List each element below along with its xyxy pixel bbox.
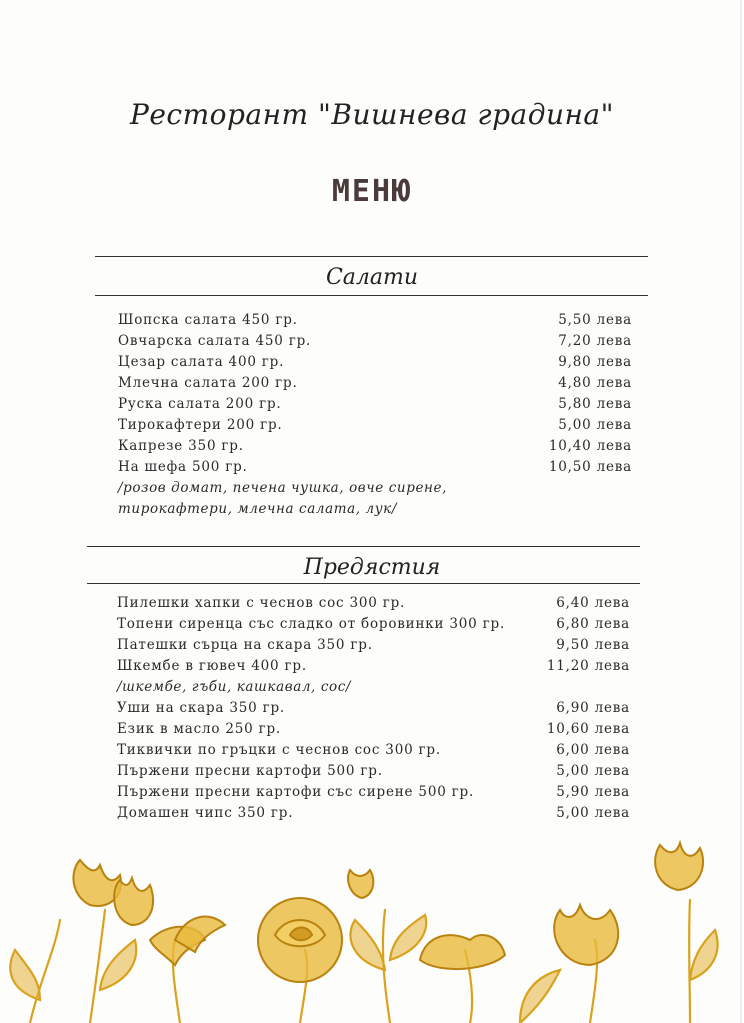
- list-item: [117, 805, 630, 826]
- item-price: 6,40 лева: [556, 595, 630, 611]
- menu-heading: МЕНЮ: [331, 174, 413, 209]
- item-price: 6,00 лева: [556, 742, 630, 758]
- item-name: Капрезе 350 гр.: [118, 438, 244, 454]
- appetizers-title: Предястия: [303, 555, 441, 580]
- item-price: 9,50 лева: [556, 637, 630, 653]
- item-price: 11,20 лева: [546, 658, 630, 674]
- list-item: [117, 742, 630, 763]
- item-name: Пържени пресни картофи със сирене 500 гр.: [117, 784, 475, 800]
- salads-rule-top: [95, 256, 648, 257]
- list-item: [117, 763, 630, 784]
- item-name: Млечна салата 200 гр.: [118, 375, 298, 391]
- salads-rule-bottom: [95, 295, 648, 296]
- item-price: 5,00 лева: [556, 805, 630, 821]
- item-name: Домашен чипс 350 гр.: [117, 805, 294, 821]
- list-item: [117, 637, 630, 658]
- salads-note-line1: /розов домат, печена чушка, овче сирене,: [118, 480, 448, 496]
- item-price: 5,90 лева: [556, 784, 630, 800]
- item-price: 10,60 лева: [546, 721, 630, 737]
- list-item: [118, 312, 632, 333]
- item-name: Тиквички по гръцки с чеснов сос 300 гр.: [117, 742, 441, 758]
- appetizers-list: [117, 595, 630, 826]
- item-name: Пилешки хапки с чеснов сос 300 гр.: [117, 595, 406, 611]
- item-price: 6,90 лева: [556, 700, 630, 716]
- item-name: Овчарска салата 450 гр.: [118, 333, 312, 349]
- list-item: [118, 375, 632, 396]
- item-name: Уши на скара 350 гр.: [117, 700, 286, 716]
- item-name: Език в масло 250 гр.: [117, 721, 282, 737]
- appetizers-rule-top: [87, 546, 640, 547]
- list-item: [118, 459, 632, 480]
- item-name: Патешки сърца на скара 350 гр.: [117, 637, 373, 653]
- list-item: [118, 438, 632, 459]
- item-price: 6,80 лева: [556, 616, 630, 632]
- item-price: 10,40 лева: [548, 438, 632, 454]
- list-item: [117, 658, 630, 679]
- list-item: [117, 595, 630, 616]
- item-price: 5,50 лева: [558, 312, 632, 328]
- list-item: [118, 333, 632, 354]
- item-price: 7,20 лева: [558, 333, 632, 349]
- item-name: Руска салата 200 гр.: [118, 396, 282, 412]
- item-price: 5,00 лева: [558, 417, 632, 433]
- list-item: [118, 417, 632, 438]
- list-item: [118, 396, 632, 417]
- item-price: 5,00 лева: [556, 763, 630, 779]
- list-item: [117, 721, 630, 742]
- list-item: [117, 616, 630, 637]
- salads-note-line2: тирокафтери, млечна салата, лук/: [118, 501, 397, 517]
- item-price: 5,80 лева: [558, 396, 632, 412]
- appetizers-rule-bottom: [87, 583, 640, 584]
- item-name: Пържени пресни картофи 500 гр.: [117, 763, 383, 779]
- salads-list: [118, 312, 632, 522]
- item-name: Шкембе в гювеч 400 гр.: [117, 658, 307, 674]
- item-name: Тирокафтери 200 гр.: [118, 417, 283, 433]
- list-item: [118, 354, 632, 375]
- appetizers-note: /шкембе, гъби, кашкавал, сос/: [117, 679, 352, 695]
- list-item: [117, 784, 630, 805]
- item-name: Цезар салата 400 гр.: [118, 354, 285, 370]
- golden-flower-border: [0, 840, 744, 1023]
- salads-title: Салати: [325, 265, 419, 290]
- item-price: 9,80 лева: [558, 354, 632, 370]
- item-price: 10,50 лева: [548, 459, 632, 475]
- appetizers-header: [0, 546, 744, 586]
- salads-header: [0, 256, 744, 298]
- list-item: [117, 700, 630, 721]
- item-name: Шопска салата 450 гр.: [118, 312, 298, 328]
- item-price: 4,80 лева: [558, 375, 632, 391]
- item-name: На шефа 500 гр.: [118, 459, 248, 475]
- item-name: Топени сиренца със сладко от боровинки 300 гр.: [117, 616, 506, 632]
- restaurant-title: Ресторант "Вишнева градина": [130, 98, 614, 131]
